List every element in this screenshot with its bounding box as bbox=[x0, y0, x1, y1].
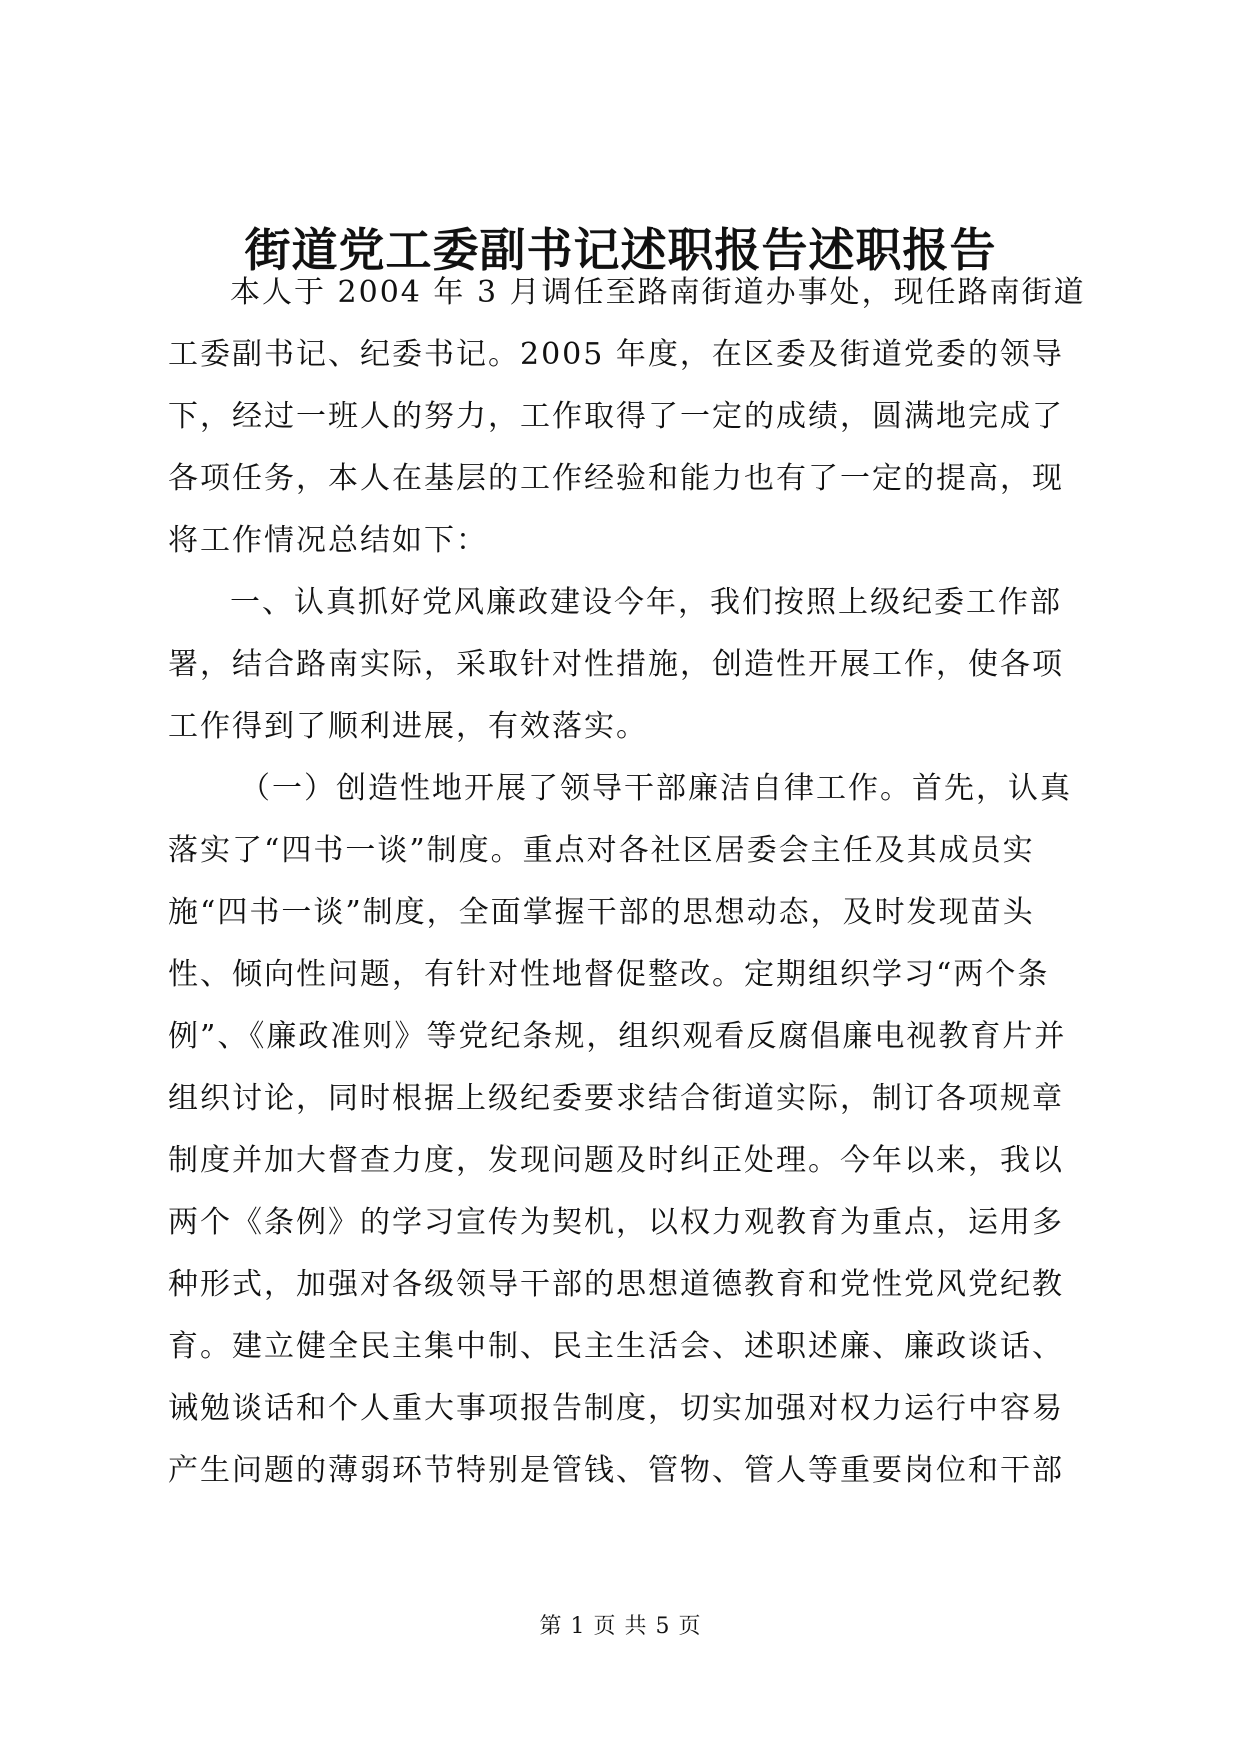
paragraph-line: 工作得到了顺利进展，有效落实。 bbox=[168, 709, 648, 744]
paragraph-line: 两个《条例》的学习宣传为契机，以权力观教育为重点，运用多 bbox=[168, 1205, 1064, 1240]
paragraph-line: 制度并加大督查力度，发现问题及时纠正处理。今年以来，我以 bbox=[168, 1143, 1064, 1178]
paragraph-line: 将工作情况总结如下： bbox=[168, 523, 488, 558]
page-footer: 第 1 页 共 5 页 bbox=[539, 1614, 702, 1639]
paragraph-line: 组织讨论，同时根据上级纪委要求结合街道实际，制订各项规章 bbox=[168, 1081, 1064, 1116]
paragraph-line: 下，经过一班人的努力，工作取得了一定的成绩，圆满地完成了 bbox=[168, 399, 1064, 434]
paragraph-line: 产生问题的薄弱环节特别是管钱、管物、管人等重要岗位和干部 bbox=[168, 1453, 1064, 1488]
paragraph-line: （一）创造性地开展了领导干部廉洁自律工作。首先，认真 bbox=[240, 771, 1072, 806]
paragraph-line: 施“四书一谈”制度，全面掌握干部的思想动态，及时发现苗头 bbox=[168, 895, 1035, 930]
paragraph-line: 例”、《廉政准则》等党纪条规，组织观看反腐倡廉电视教育片并 bbox=[168, 1019, 1067, 1054]
paragraph-line: 性、倾向性问题，有针对性地督促整改。定期组织学习“两个条 bbox=[168, 957, 1050, 992]
paragraph-line: 落实了“四书一谈”制度。重点对各社区居委会主任及其成员实 bbox=[168, 833, 1035, 868]
document-title: 街道党工委副书记述职报告述职报告 bbox=[244, 223, 997, 277]
paragraph-line: 本人于 2004 年 3 月调任至路南街道办事处，现任路南街道 bbox=[230, 275, 1086, 310]
paragraph-line: 一、认真抓好党风廉政建设今年，我们按照上级纪委工作部 bbox=[230, 585, 1062, 620]
document-body bbox=[168, 262, 1086, 1502]
paragraph-line: 育。建立健全民主集中制、民主生活会、述职述廉、廉政谈话、 bbox=[168, 1329, 1064, 1364]
paragraph-line: 诫勉谈话和个人重大事项报告制度，切实加强对权力运行中容易 bbox=[168, 1391, 1064, 1426]
paragraph-line: 种形式，加强对各级领导干部的思想道德教育和党性党风党纪教 bbox=[168, 1267, 1064, 1302]
paragraph-line: 各项任务，本人在基层的工作经验和能力也有了一定的提高，现 bbox=[168, 461, 1064, 496]
paragraph-line: 署，结合路南实际，采取针对性措施，创造性开展工作，使各项 bbox=[168, 647, 1064, 682]
paragraph-line: 工委副书记、纪委书记。2005 年度，在区委及街道党委的领导 bbox=[168, 337, 1064, 372]
